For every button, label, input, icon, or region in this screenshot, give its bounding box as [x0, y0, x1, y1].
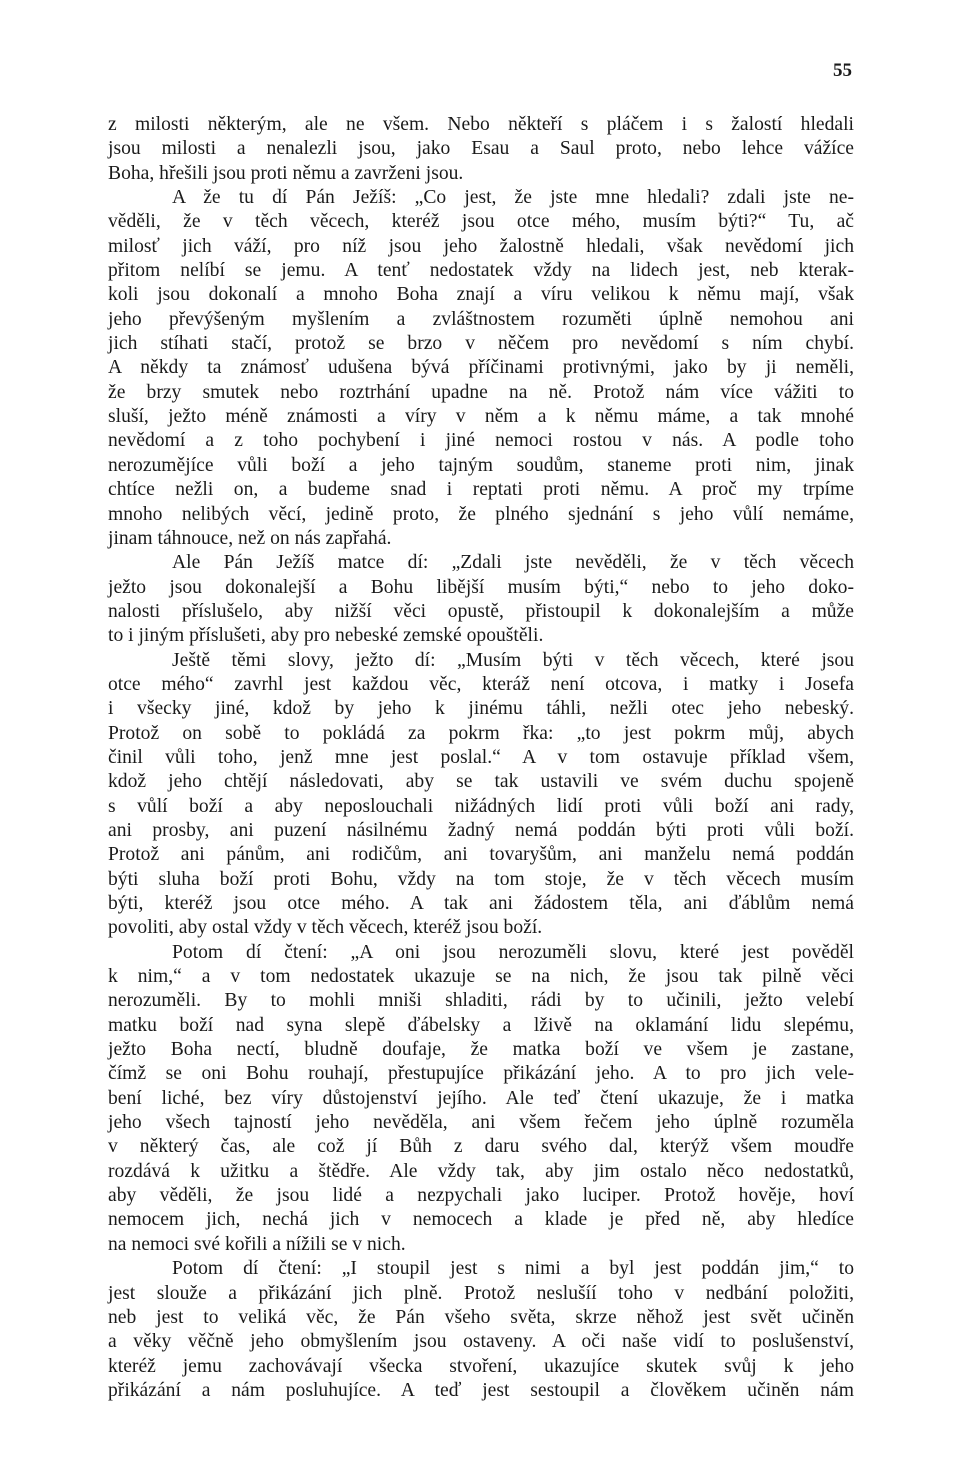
text-line: nerozuměli. By to mohli mniši shladiti, rádi by to učinili, ježto velebí — [108, 990, 854, 1012]
text-line: býti, kteréž jsou otce mého. A tak ani žádostem těla, ani ďáblům nemá — [108, 893, 854, 914]
text-line: jinam táhnouce, než on nás zapřahá. — [108, 527, 392, 549]
text-line: a věky věčně jeho obmyšlením jsou ostaveny. A oči naše vidí to poslušenství, — [108, 1331, 854, 1353]
text-line: přitom nelíbí se jemu. A tenť nedostatek vždy na lidech jest, neb kterak- — [108, 260, 854, 282]
body-text — [108, 113, 854, 1403]
text-line: jeho všech tajností jeho nevěděla, ani všem řečem jeho úplně rozuměla — [108, 1112, 854, 1134]
text-line: věděli, že v těch věcech, kteréž jsou otce mého, musím býti?“ Tu, ač — [108, 211, 854, 233]
text-line: jeho převýšeným myšlením a zvláštnostem rozuměti úplně nemohou ani — [108, 308, 854, 330]
text-line: kteréž jemu zachovávají všecka stvoření, ukazujíce skutek svůj k jeho — [108, 1355, 854, 1377]
text-line: chtíce nežli on, a budeme snad i reptati proti němu. A proč my trpíme — [108, 479, 854, 501]
text-line: v některý čas, ale což jí Bůh z daru svého dal, kterýž všem moudře — [108, 1136, 854, 1158]
text-line: kdož jeho chtějí následovati, aby se tak ustavili ve svém duchu spojeně — [108, 771, 854, 793]
text-line: jsou milosti a nenalezli jsou, jako Esau a Saul proto, nebo lehce vážíce — [108, 138, 854, 160]
text-line: Potom dí čtení: „I stoupil jest s nimi a byl jest poddán jim,“ to — [172, 1258, 854, 1280]
text-line: rozdává k užitku a štědře. Ale vždy tak, aby jim ostalo něco nedostatků, — [108, 1160, 854, 1182]
page-number: 55 — [833, 60, 852, 81]
text-line: mnoho nelibých věcí, jedině proto, že plného sjednání s jeho vůlí nemáme, — [108, 503, 854, 525]
text-line: neb jest to veliká věc, že Pán všeho světa, skrze něhož jest svět učiněn — [108, 1306, 854, 1328]
text-line: povoliti, aby ostal vždy v těch věcech, kteréž jsou boží. — [108, 917, 543, 939]
text-line: ježto jsou dokonalejší a Bohu libější musím býti,“ nebo to jeho doko- — [108, 576, 854, 598]
text-line: to i jiným příslušeti, aby pro nebeské zemské opouštěli. — [108, 625, 544, 647]
text-line: jich stíhati stačí, protož se brzo v něčem pro nevědomí s ním chybí. — [108, 333, 854, 355]
text-line: býti sluha boží proti Bohu, vždy na tom stoje, že v těch věcech musím — [108, 868, 854, 890]
text-line: nevědomí a z toho pochybení i jiné nemoci rostou v nás. A podle toho — [108, 430, 854, 452]
text-line: Boha, hřešili jsou proti němu a zavrženi jsou. — [108, 162, 464, 184]
text-line: Ještě těmi slovy, ježto dí: „Musím býti v těch věcech, které jsou — [172, 649, 854, 671]
text-line: na nemoci své kořili a nížili se v nich. — [108, 1233, 406, 1255]
text-line: A někdy ta známosť udušena bývá příčinami protivnými, jako by ji neměli, — [108, 357, 854, 379]
text-line: Ale Pán Ježíš matce dí: „Zdali jste nevěděli, že v těch věcech — [172, 552, 854, 574]
text-line: nerozumějíce vůli boží a jeho tajným soudům, staneme proti nim, jinak — [108, 454, 854, 476]
text-line: jest slouže a přikázání jich plně. Protož neslušíí toho v nedbání položiti, — [108, 1282, 854, 1304]
text-line: matku boží nad syna slepě ďábelsky a lživě na oklamání lidu slepému, — [108, 1014, 854, 1036]
text-line: ježto Boha nectí, bludně doufaje, že matka boží ve všem je zastane, — [108, 1039, 854, 1061]
text-line: koli jsou dokonalí a mnoho Boha znají a víru velikou k němu mají, však — [108, 284, 854, 306]
text-line: otce mého“ zavrhl jest každou věc, kteráž není otcova, i matky i Josefa — [108, 673, 854, 695]
text-line: bení liché, bez víry důstojenství jejího. Ale teď čtení ukazuje, že i matka — [108, 1087, 854, 1109]
text-line: z milosti některým, ale ne všem. Nebo někteří s pláčem i s žalostí hledali — [108, 114, 854, 135]
text-line: Protož ani pánům, ani rodičům, ani tovaryšům, ani manželu nemá poddán — [108, 844, 854, 866]
text-line: aby věděli, že jsou lidé a nezpychali jako luciper. Protož hověje, hoví — [108, 1185, 854, 1207]
text-line: milosť jich váží, pro níž jsou jeho žalostně hledali, však nevědomí jich — [108, 235, 854, 257]
text-line: A že tu dí Pán Ježíš: „Co jest, že jste mne hledali? zdali jste ne- — [172, 187, 854, 209]
text-line: čímž se oni Bohu rouhají, přestupujíce přikázání jeho. A to pro jich vele- — [108, 1063, 854, 1085]
text-line: k nim,“ a v tom nedostatek ukazuje se na nich, že jsou tak pilně věci — [108, 966, 854, 988]
text-line: s vůlí boží a aby neposlouchali nižádných lidí proti vůli boží ani rady, — [108, 795, 854, 817]
text-line: Potom dí čtení: „A oni jsou nerozuměli slovu, které jest pověděl — [172, 941, 854, 963]
text-line: ani prosby, ani puzení násilnému žadný nemá poddán býti proti vůli boží. — [108, 819, 854, 841]
text-line: sluší, ježto méně známosti a víry v něm a k němu máme, a tak mnohé — [108, 406, 854, 428]
text-line: že brzy smutek nebo roztrhání upadne na ně. Protož nám více vážiti to — [108, 381, 854, 403]
text-line: nalosti příslušelo, aby nižší věci opustě, přistoupil k dokonalejším a může — [108, 600, 854, 622]
text-line: i všecky jiné, kdož by jeho k jinému táhli, nežli otec jeho nebeský. — [108, 698, 854, 720]
text-line: činil vůli toho, jenž mne jest poslal.“ A v tom ostavuje příklad všem, — [108, 746, 854, 768]
text-line: přikázání a nám posluhujíce. A teď jest sestoupil a člověkem učiněn nám — [108, 1379, 854, 1401]
text-line: nemocem jich, nechá jich v nemocech a klade je před ně, aby hledíce — [108, 1209, 854, 1231]
text-line: Protož on sobě to pokládá za pokrm řka: „to jest pokrm můj, abych — [108, 722, 854, 744]
